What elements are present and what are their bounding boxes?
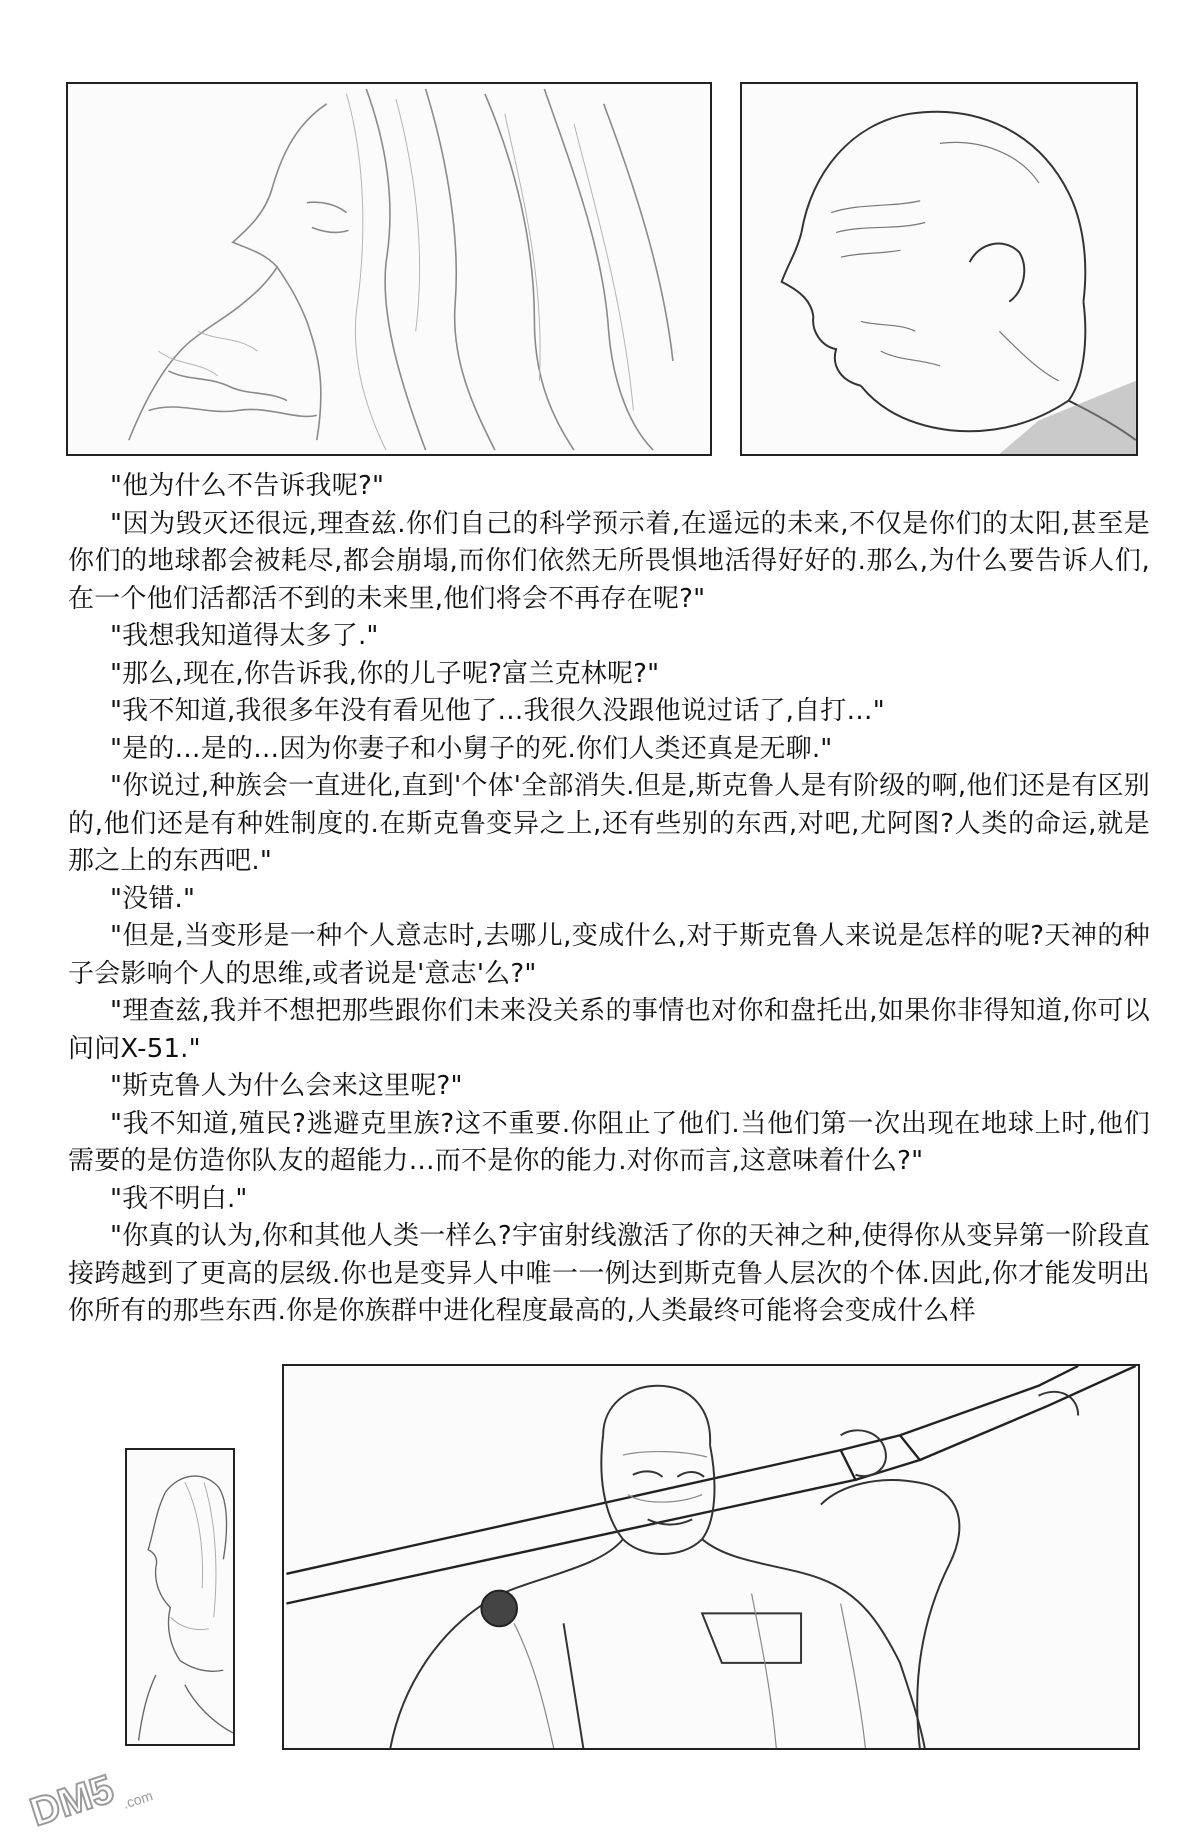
dm5-logo-suffix: .com (120, 1787, 155, 1812)
dialogue-text (68, 468, 1150, 1331)
dialogue-line: "我不知道,殖民?逃避克里族?这不重要.你阻止了他们.当他们第一次出现在地球上时,他们需要的是仿造你队友的超能力…而不是你的能力.对你而言,这意味着什么?" (68, 1108, 1150, 1176)
dialogue-line: "理查兹,我并不想把那些跟你们未来没关系的事情也对你和盘托出,如果你非得知道,你可以问问X-51." (68, 996, 1150, 1064)
dialogue-line: "你真的认为,你和其他人类一样么?宇宙射线激活了你的天神之种,使得你从变异第一阶段直接跨越到了更高的层级.你也是变异人中唯一一例达到斯克鲁人层次的个体.因此,你才能发明出你所有的那些东西.你是你族群中进化程度最高的,人类最终可能将会变成什么样 (68, 1221, 1150, 1326)
dialogue-line: "没错." (110, 883, 196, 914)
dialogue-line: "我想我知道得太多了." (110, 621, 379, 651)
small-bearded-man-sketch (127, 1450, 233, 1744)
dialogue-line: "我不知道,我很多年没有看见他了…我很久没跟他说过话了,自打…" (110, 696, 885, 726)
dialogue-line: "我不明白." (110, 1183, 248, 1214)
dialogue-line: "你说过,种族会一直进化,直到'个体'全部消失.但是,斯克鲁人是有阶级的啊,他们还是有区别的,他们还是有种姓制度的.在斯克鲁变异之上,还有些别的东西,对吧,尤阿图?人类的命运,就是那之上的东西吧." (68, 771, 1150, 876)
dm5-logo-icon (18, 1752, 168, 1832)
dialogue-line: "那么,现在,你告诉我,你的儿子呢?富兰克林呢?" (110, 658, 660, 689)
dialogue-line: "他为什么不告诉我呢?" (110, 471, 385, 501)
panel-small-bearded-man (125, 1448, 235, 1746)
dialogue-line: "但是,当变形是一种个人意志时,去哪儿,变成什么,对于斯克鲁人来说是怎样的呢?天神的种子会影响个人的思维,或者说是'意志'么?" (68, 921, 1150, 989)
panel-bearded-man-profile (66, 82, 712, 456)
dialogue-line: "因为毁灭还很远,理查兹.你们自己的科学预示着,在遥远的未来,不仅是你们的太阳,甚至是你们的地球都会被耗尽,都会崩塌,而你们依然无所畏惧地活得好好的.那么,为什么要告诉人们,在一个他们活都活不到的未来里,他们将会不再存在呢?" (68, 508, 1150, 614)
bearded-man-sketch (68, 84, 710, 454)
dm5-watermark (18, 1752, 168, 1832)
bald-man-sketch (742, 84, 1136, 454)
dialogue-line: "斯克鲁人为什么会来这里呢?" (110, 1071, 463, 1101)
soldier-with-rifle-sketch (284, 1366, 1138, 1748)
dm5-logo-text: DM5 (25, 1766, 119, 1832)
panel-bald-man-profile (740, 82, 1138, 456)
dialogue-line: "是的…是的…因为你妻子和小舅子的死.你们人类还真是无聊." (110, 733, 833, 764)
panel-soldier-with-rifle (282, 1364, 1140, 1750)
